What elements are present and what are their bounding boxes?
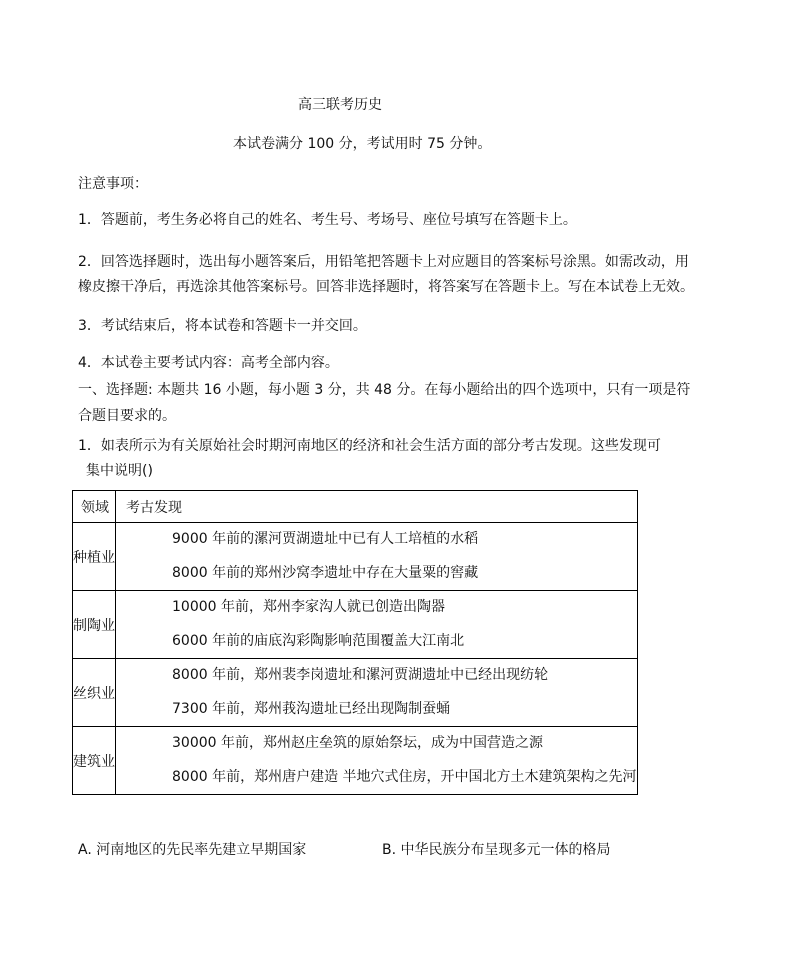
row-findings <box>116 523 638 591</box>
finding: 9000 年前的漯河贾湖遗址中已有人工培植的水稻 <box>172 531 479 547</box>
finding: 8000 年前，郑州裴李岗遗址和漯河贾湖遗址中已经出现纺轮 <box>172 667 549 683</box>
finding: 7300 年前，郑州莪沟遗址已经出现陶制蚕蛹 <box>172 701 451 717</box>
row-domain: 建筑业 <box>73 727 116 795</box>
header-domain: 领域 <box>73 491 116 523</box>
notice-item-2-line2: 橡皮擦干净后，再选涂其他答案标号。回答非选择题时，将答案写在答题卡上。写在本试卷上无效。 <box>78 279 694 295</box>
header-findings: 考古发现 <box>116 491 638 523</box>
notice-item-1: 1．答题前，考生务必将自己的姓名、考生号、考场号、座位号填写在答题卡上。 <box>78 212 577 228</box>
finding: 10000 年前，郑州李家沟人就已创造出陶器 <box>172 599 445 615</box>
notice-item-2-line1: 2．回答选择题时，选出每小题答案后，用铅笔把答题卡上对应题目的答案标号涂黑。如需改动，用 <box>78 254 689 270</box>
option-b: B. 中华民族分布呈现多元一体的格局 <box>382 842 611 858</box>
option-a: A. 河南地区的先民率先建立早期国家 <box>78 842 307 858</box>
section-heading-line2: 合题目要求的。 <box>78 408 176 424</box>
table-row <box>73 523 638 591</box>
finding: 8000 年前的郑州沙窝李遗址中存在大量粟的窖藏 <box>172 565 479 581</box>
notice-heading: 注意事项： <box>78 176 148 192</box>
finding: 8000 年前，郑州唐户建造 半地穴式住房，开中国北方土木建筑架构之先河 <box>172 769 637 785</box>
finding: 30000 年前，郑州赵庄垒筑的原始祭坛，成为中国营造之源 <box>172 735 543 751</box>
row-domain: 丝织业 <box>73 659 116 727</box>
finding: 6000 年前的庙底沟彩陶影响范围覆盖大江南北 <box>172 633 465 649</box>
table-row <box>73 727 638 795</box>
archaeology-table <box>72 490 638 795</box>
table-row <box>73 591 638 659</box>
page-title: 高三联考历史 <box>298 97 382 113</box>
row-domain: 种植业 <box>73 523 116 591</box>
row-findings <box>116 727 638 795</box>
notice-item-4: 4．本试卷主要考试内容：高考全部内容。 <box>78 355 339 371</box>
row-domain: 制陶业 <box>73 591 116 659</box>
question-1-stem-line1: 1．如表所示为有关原始社会时期河南地区的经济和社会生活方面的部分考古发现。这些发现可 <box>78 438 661 454</box>
table-header-row <box>73 491 638 523</box>
row-findings <box>116 591 638 659</box>
table-row <box>73 659 638 727</box>
exam-info: 本试卷满分 100 分，考试用时 75 分钟。 <box>233 136 492 152</box>
row-findings <box>116 659 638 727</box>
question-1-stem-line2: 集中说明() <box>86 463 153 479</box>
notice-item-3: 3．考试结束后，将本试卷和答题卡一并交回。 <box>78 318 367 334</box>
section-heading-line1: 一、选择题: 本题共 16 小题，每小题 3 分，共 48 分。在每小题给出的四个选项中，只有一项是符 <box>78 382 691 398</box>
